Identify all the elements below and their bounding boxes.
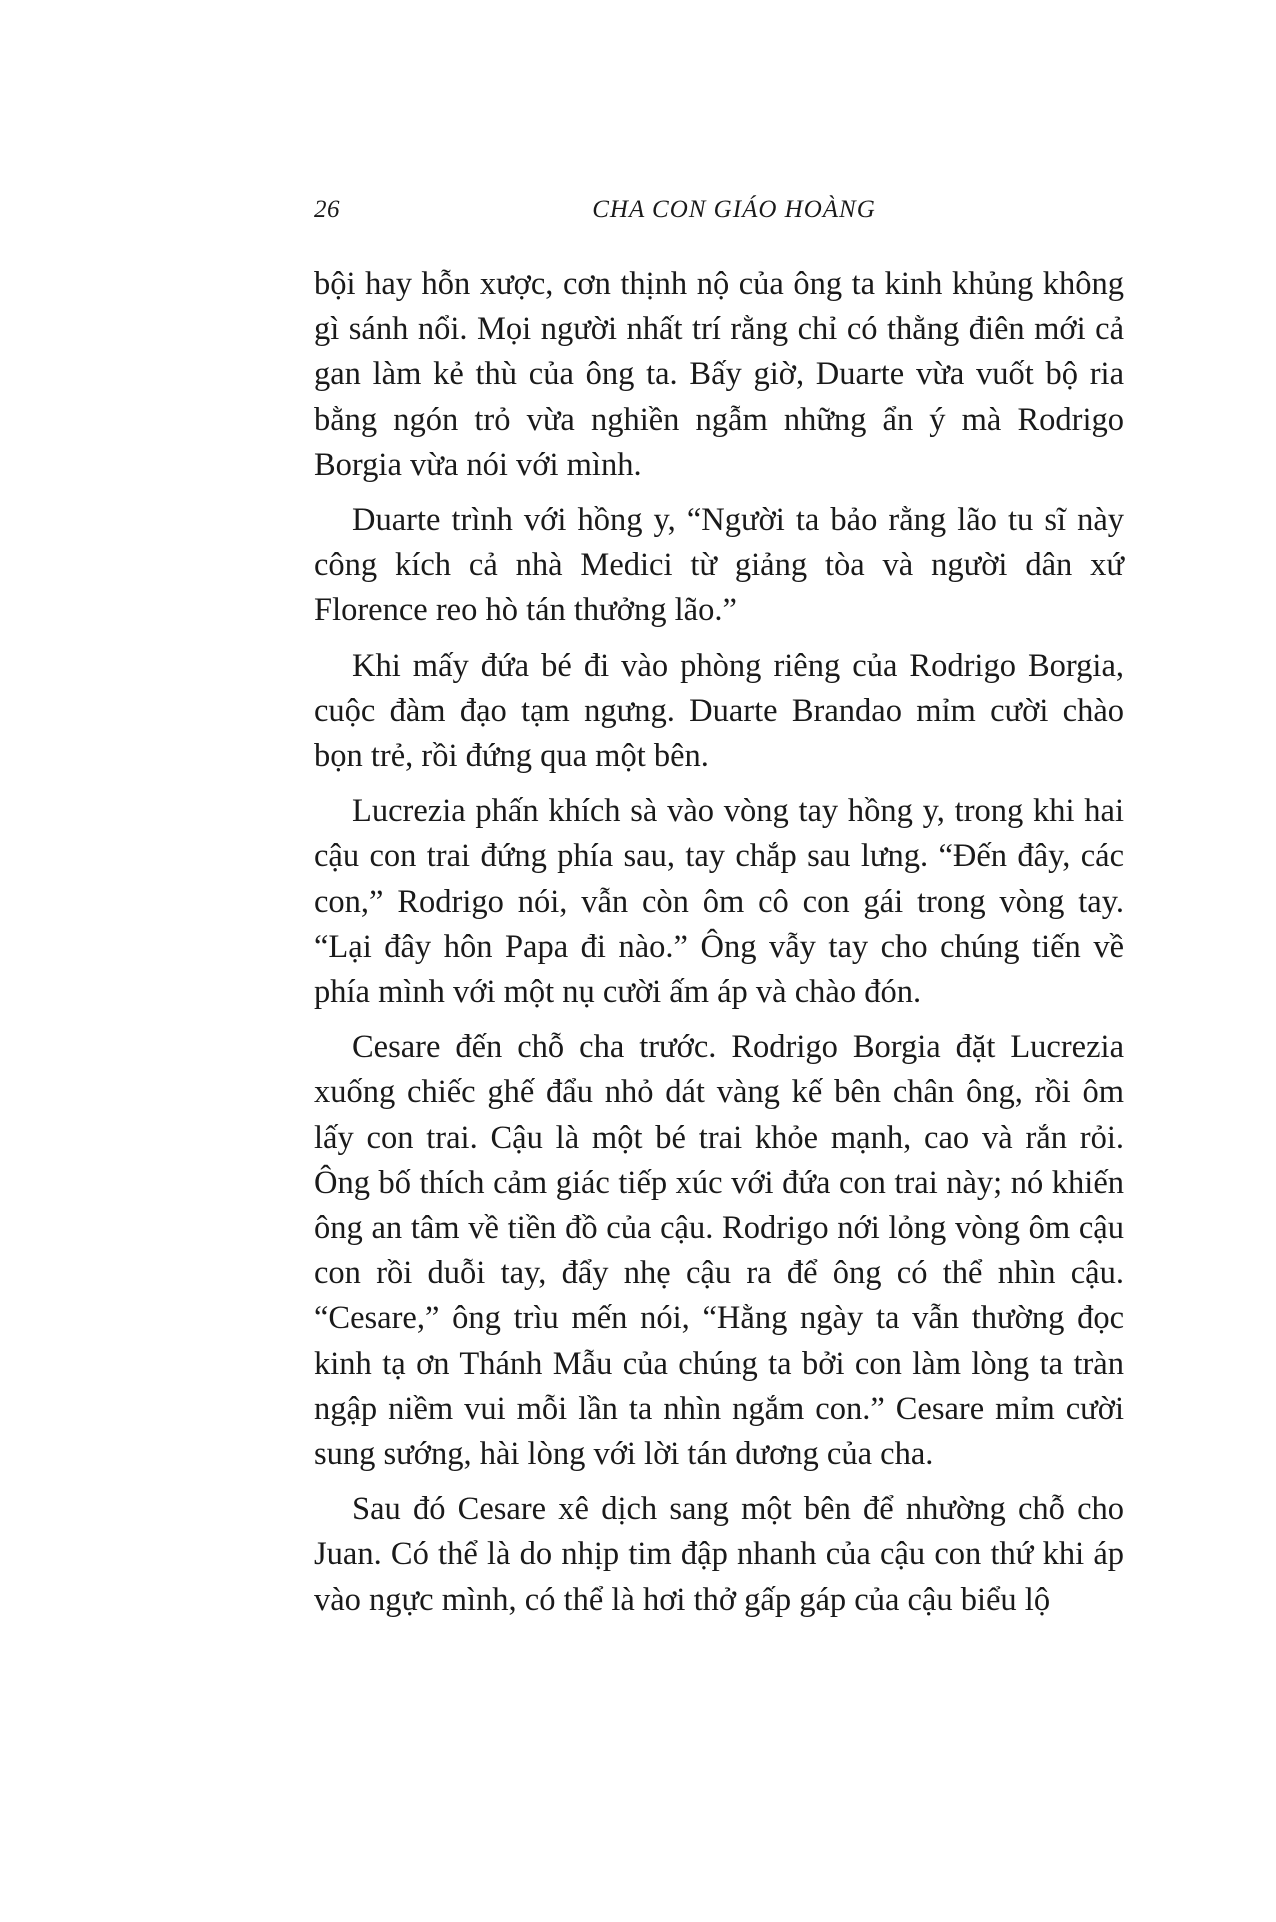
- running-head: [314, 196, 1154, 236]
- paragraph: bội hay hỗn xược, cơn thịnh nộ của ông ta kinh khủng không gì sánh nổi. Mọi người nhất trí rằng chỉ có thằng điên mới cả gan làm kẻ thù của ông ta. Bấy giờ, Duarte vừa vuốt bộ ria bằng ngón trỏ vừa nghiền ngẫm những ẩn ý mà Rodrigo Borgia vừa nói với mình.: [314, 266, 1124, 483]
- paragraph: Sau đó Cesare xê dịch sang một bên để nhường chỗ cho Juan. Có thể là do nhịp tim đập nhanh của cậu con thứ khi áp vào ngực mình, có thể là hơi thở gấp gáp của cậu biểu lộ: [314, 1491, 1124, 1618]
- book-title: CHA CON GIÁO HOÀNG: [592, 196, 876, 223]
- page-number: 26: [314, 196, 340, 223]
- body-text: [314, 262, 1124, 1633]
- paragraph: Lucrezia phấn khích sà vào vòng tay hồng y, trong khi hai cậu con trai đứng phía sau, tay chắp sau lưng. “Đến đây, các con,” Rodrigo nói, vẫn còn ôm cô con gái trong vòng tay. “Lại đây hôn Papa đi nào.” Ông vẫy tay cho chúng tiến về phía mình với một nụ cười ấm áp và chào đón.: [314, 793, 1124, 1011]
- paragraph: Cesare đến chỗ cha trước. Rodrigo Borgia đặt Lucrezia xuống chiếc ghế đẩu nhỏ dát vàng kế bên chân ông, rồi ôm lấy con trai. Cậu là một bé trai khỏe mạnh, cao và rắn rỏi. Ông bố thích cảm giác tiếp xúc với đứa con trai này; nó khiến ông an tâm về tiền đồ của cậu. Rodrigo nới lỏng vòng ôm cậu con rồi duỗi tay, đẩy nhẹ cậu ra để ông có thể nhìn cậu. “Cesare,” ông trìu mến nói, “Hằng ngày ta vẫn thường đọc kinh tạ ơn Thánh Mẫu của chúng ta bởi con làm lòng ta tràn ngập niềm vui mỗi lần ta nhìn ngắm con.” Cesare mỉm cười sung sướng, hài lòng với lời tán dương của cha.: [314, 1029, 1124, 1473]
- paragraph: Khi mấy đứa bé đi vào phòng riêng của Rodrigo Borgia, cuộc đàm đạo tạm ngưng. Duarte Brandao mỉm cười chào bọn trẻ, rồi đứng qua một bên.: [314, 647, 1124, 775]
- paragraph: Duarte trình với hồng y, “Người ta bảo rằng lão tu sĩ này công kích cả nhà Medici từ giảng tòa và người dân xứ Florence reo hò tán thưởng lão.”: [314, 502, 1124, 629]
